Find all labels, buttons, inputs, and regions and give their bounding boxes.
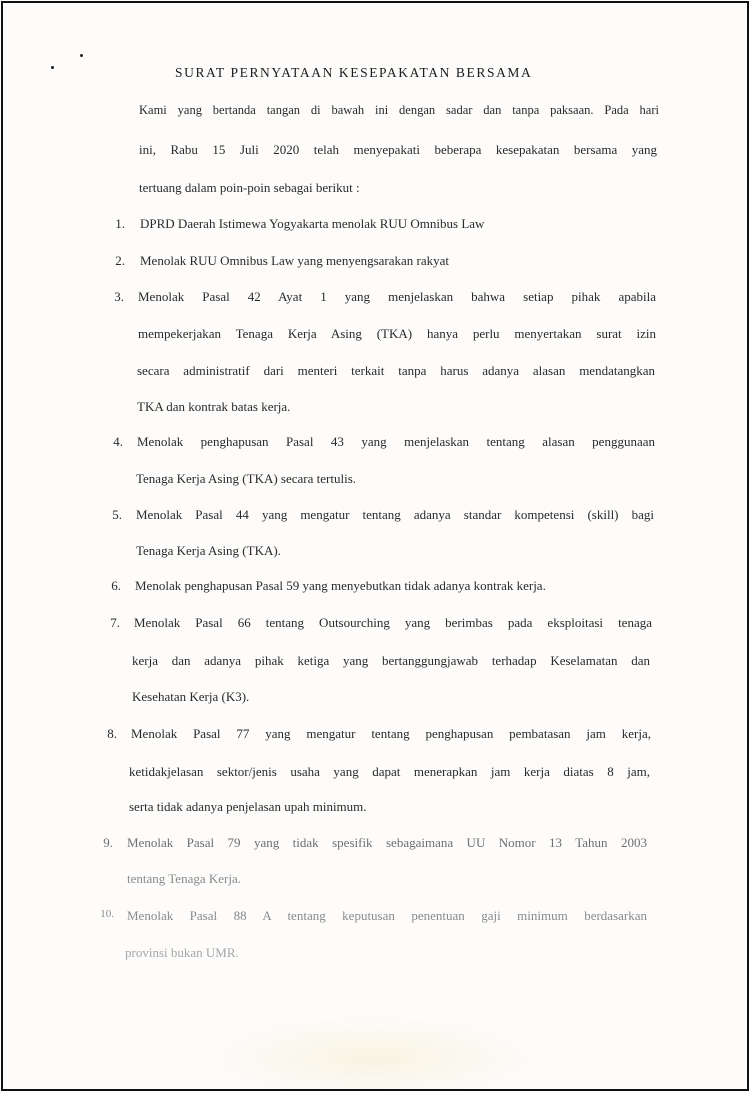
document-title: SURAT PERNYATAAN KESEPAKATAN BERSAMA (175, 65, 533, 80)
list-item-line: DPRD Daerah Istimewa Yogyakarta menolak RUU Omnibus Law (140, 216, 485, 231)
intro-line: Kami yang bertanda tangan di bawah ini dengan sadar dan tanpa paksaan. Pada hari (139, 103, 659, 117)
intro-line: tertuang dalam poin-poin sebagai berikut : (139, 180, 360, 195)
document-page (1, 1, 749, 1091)
list-item-line: Menolak Pasal 44 yang mengatur tentang adanya standar kompetensi (skill) bagi (136, 507, 654, 522)
list-item-line: ketidakjelasan sektor/jenis usaha yang dapat menerapkan jam kerja diatas 8 jam, (129, 764, 650, 779)
list-item-line: Menolak Pasal 66 tentang Outsourching yang berimbas pada eksploitasi tenaga (134, 615, 652, 630)
list-number: 3. (114, 289, 124, 304)
list-item-line: Menolak Pasal 79 yang tidak spesifik sebagaimana UU Nomor 13 Tahun 2003 (127, 835, 647, 850)
list-number: 4. (113, 434, 123, 449)
list-number: 1. (115, 216, 125, 231)
speck-mark (80, 54, 83, 57)
intro-line: ini, Rabu 15 Juli 2020 telah menyepakati beberapa kesepakatan bersama yang (139, 142, 657, 157)
list-number: 2. (115, 253, 125, 268)
list-item-line: Tenaga Kerja Asing (TKA). (136, 543, 281, 558)
list-item-line: mempekerjakan Tenaga Kerja Asing (TKA) hanya perlu menyertakan surat izin (138, 326, 656, 341)
list-number: 5. (112, 507, 122, 522)
list-item-line: TKA dan kontrak batas kerja. (137, 399, 291, 414)
list-number: 8. (107, 726, 117, 741)
list-item-line: Menolak Pasal 77 yang mengatur tentang penghapusan pembatasan jam kerja, (131, 726, 651, 741)
list-item-line: Menolak Pasal 88 A tentang keputusan penentuan gaji minimum berdasarkan (127, 908, 647, 923)
list-item-line: Menolak penghapusan Pasal 43 yang menjelaskan tentang alasan penggunaan (137, 434, 655, 449)
list-item-line: Menolak penghapusan Pasal 59 yang menyebutkan tidak adanya kontrak kerja. (135, 578, 546, 593)
list-item-line: Menolak RUU Omnibus Law yang menyengsarakan rakyat (140, 253, 450, 268)
list-number: 7. (110, 615, 120, 630)
list-number: 9. (103, 835, 113, 850)
list-item-line: Tenaga Kerja Asing (TKA) secara tertulis. (136, 471, 357, 486)
list-item-line: provinsi bukan UMR. (125, 945, 239, 960)
light-glare (193, 1013, 553, 1091)
list-number: 10. (100, 908, 114, 920)
list-item-line: kerja dan adanya pihak ketiga yang bertanggungjawab terhadap Keselamatan dan (132, 653, 650, 668)
list-item-line: tentang Tenaga Kerja. (127, 871, 241, 886)
list-item-line: Menolak Pasal 42 Ayat 1 yang menjelaskan bahwa setiap pihak apabila (138, 289, 656, 304)
list-number: 6. (111, 578, 121, 593)
list-item-line: serta tidak adanya penjelasan upah minimum. (129, 799, 367, 814)
list-item-line: secara administratif dari menteri terkait tanpa harus adanya alasan mendatangkan (137, 363, 655, 378)
list-item-line: Kesehatan Kerja (K3). (132, 689, 250, 704)
speck-mark (51, 66, 54, 69)
